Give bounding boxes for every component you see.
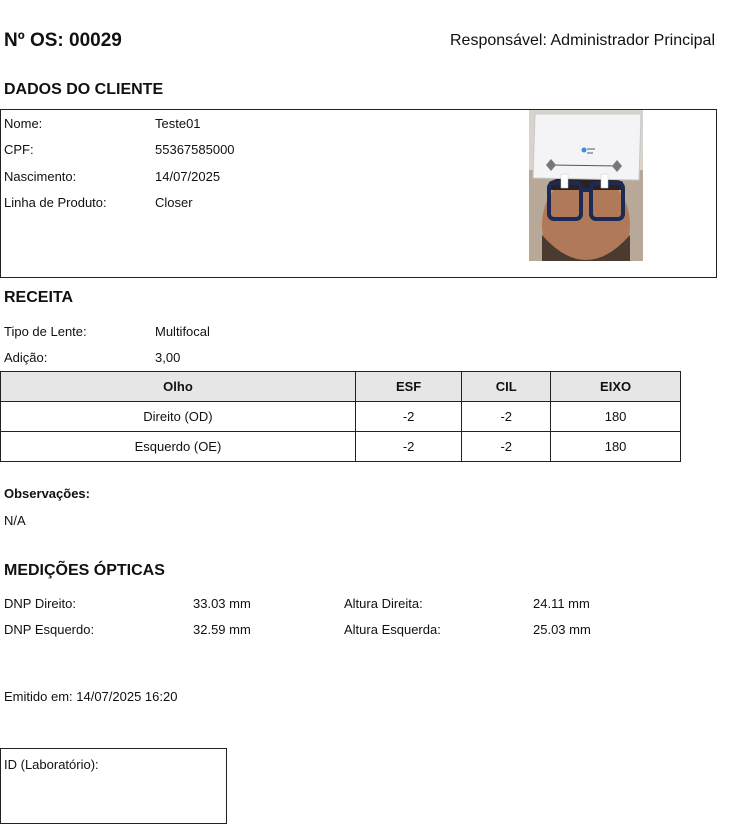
header-cylinder: CIL [462,372,551,402]
height-left-value: 25.03 mm [533,622,591,637]
lab-id-label: ID (Laboratório): [4,757,99,772]
client-product-line-label: Linha de Produto: [4,195,107,210]
addition-value: 3,00 [155,350,181,365]
client-birth-value: 14/07/2025 [155,169,221,184]
observations-title: Observações: [4,486,90,501]
client-cpf-label: CPF: [4,142,34,157]
client-name-value: Teste01 [155,116,201,131]
table-header-row [1,372,681,402]
order-number: Nº OS: 00029 [4,30,122,51]
prescription-table [0,371,681,462]
lens-type-label: Tipo de Lente: [4,324,87,339]
prescription-section-title: RECEITA [4,289,74,306]
header-sphere: ESF [355,372,461,402]
header-axis: EIXO [551,372,681,402]
issued-timestamp: Emitido em: 14/07/2025 16:20 [4,689,178,704]
dnp-right-label: DNP Direito: [4,596,77,611]
cell-sphere: -2 [355,402,461,432]
cell-eye: Esquerdo (OE) [1,432,356,462]
client-name-label: Nome: [4,116,43,131]
height-right-value: 24.11 mm [533,596,590,611]
cell-axis: 180 [551,432,681,462]
client-photo-illustration [529,110,643,261]
dnp-right-value: 33.03 mm [193,596,251,611]
table-row [1,432,681,462]
cell-sphere: -2 [355,432,461,462]
dnp-left-label: DNP Esquerdo: [4,622,95,637]
client-section-title: DADOS DO CLIENTE [4,81,164,98]
cell-cylinder: -2 [462,432,551,462]
height-right-label: Altura Direita: [344,596,423,611]
observations-text: N/A [4,513,26,528]
cell-axis: 180 [551,402,681,432]
header-eye: Olho [1,372,356,402]
client-photo [529,110,643,261]
addition-label: Adição: [4,350,48,365]
measurements-section-title: MEDIÇÕES ÓPTICAS [4,562,165,579]
responsible-person: Responsável: Administrador Principal [449,32,715,49]
cell-cylinder: -2 [462,402,551,432]
client-product-line-value: Closer [155,195,193,210]
client-cpf-value: 55367585000 [155,142,235,157]
table-row [1,402,681,432]
cell-eye: Direito (OD) [1,402,356,432]
dnp-left-value: 32.59 mm [193,622,251,637]
client-birth-label: Nascimento: [4,169,77,184]
lens-type-value: Multifocal [155,324,210,339]
height-left-label: Altura Esquerda: [344,622,441,637]
